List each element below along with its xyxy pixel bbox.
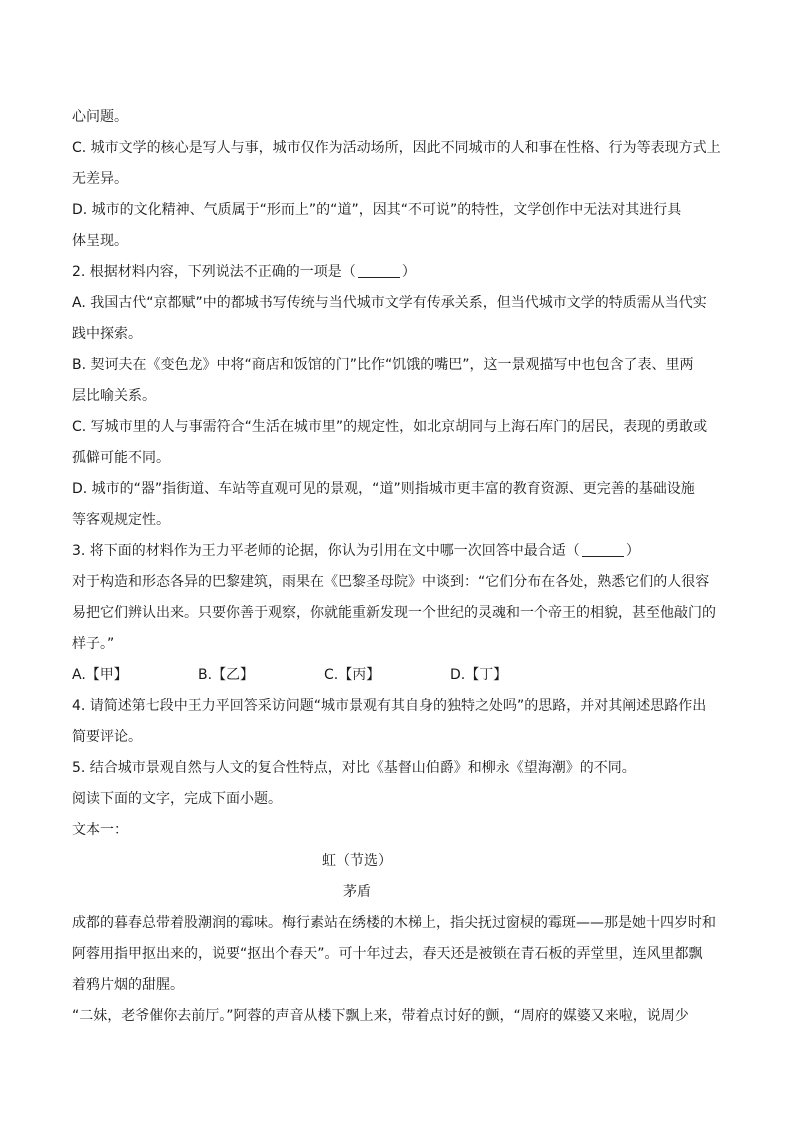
text-line: C. 城市文学的核心是写人与事，城市仅作为活动场所，因此不同城市的人和事在性格、行为等表现方式上 bbox=[72, 140, 721, 156]
text-line: 成都的暮春总带着股潮润的霉味。梅行素站在绣楼的木梯上，指尖抚过窗棂的霉斑——那是她十四岁时和 bbox=[72, 915, 716, 931]
text-line: “二妹，老爷催你去前厅。”阿蓉的声音从楼下飘上来，带着点讨好的颤，“周府的媒婆又来啦，说周少 bbox=[72, 1008, 689, 1024]
text-line: D. 城市的“器”指街道、车站等直观可见的景观，“道”则指城市更丰富的教育资源、更完善的基础设施 bbox=[72, 481, 695, 497]
passage-title: 虹（节选） bbox=[322, 853, 392, 869]
passage-author: 茅盾 bbox=[343, 884, 371, 900]
text-line: 心问题。 bbox=[72, 109, 128, 125]
text-line: B. 契诃夫在《变色龙》中将“商店和饭馆的门”比作“饥饿的嘴巴”，这一景观描写中也包含了表、里两 bbox=[72, 357, 694, 373]
question-3-text: 3. 将下面的材料作为王力平老师的论据，你认为引用在文中哪一次回答中最合适（ bbox=[72, 543, 580, 559]
option-c: C.【丙】 bbox=[324, 667, 381, 683]
text-line: 5. 结合城市景观自然与人文的复合性特点，对比《基督山伯爵》和柳永《望海潮》的不同。 bbox=[72, 760, 636, 776]
document-page bbox=[72, 102, 724, 1032]
text-line: 4. 请简述第七段中王力平回答采访问题“城市景观有其自身的独特之处吗”的思路，并对其阐述思路作出 bbox=[72, 698, 707, 714]
answer-blank bbox=[358, 263, 400, 278]
option-a: A.【甲】 bbox=[72, 667, 128, 683]
question-3-stem bbox=[72, 536, 724, 567]
question-3-close: ） bbox=[625, 543, 640, 559]
text-line: 易把它们辨认出来。只要你善于观察，你就能重新发现一个世纪的灵魂和一个帝王的相貌，甚至他敲门的 bbox=[72, 605, 716, 621]
text-line: 文本一： bbox=[72, 822, 128, 838]
text-line: D. 城市的文化精神、气质属于“形而上”的“道”，因其“不可说”的特性，文学创作中无法对其进行具 bbox=[72, 202, 682, 218]
text-line: 样子。” bbox=[72, 636, 115, 652]
question-2-text: 2. 根据材料内容，下列说法不正确的一项是（ bbox=[72, 264, 356, 280]
answer-blank bbox=[582, 542, 624, 557]
text-line: 践中探索。 bbox=[72, 326, 142, 342]
option-d: D.【丁】 bbox=[450, 667, 508, 683]
text-line: 孤僻可能不同。 bbox=[72, 450, 170, 466]
text-line: 体呈现。 bbox=[72, 233, 128, 249]
text-line: C. 写城市里的人与事需符合“生活在城市里”的规定性，如北京胡同与上海石库门的居民，表现的勇敢或 bbox=[72, 419, 708, 435]
text-line: 层比喻关系。 bbox=[72, 388, 156, 404]
question-3-options bbox=[72, 660, 724, 691]
text-line: 等客观规定性。 bbox=[72, 512, 170, 528]
text-line: 对于构造和形态各异的巴黎建筑，雨果在《巴黎圣母院》中谈到：“它们分布在各处，熟悉它们的人很容 bbox=[72, 574, 710, 590]
question-2-close: ） bbox=[401, 264, 416, 280]
text-line: 无差异。 bbox=[72, 171, 128, 187]
text-line: 阿蓉用指甲抠出来的，说要“抠出个春天”。可十年过去，春天还是被锁在青石板的弄堂里，连风里都飘 bbox=[72, 946, 703, 962]
text-line: 着鸦片烟的甜腥。 bbox=[72, 977, 184, 993]
option-b: B.【乙】 bbox=[198, 667, 255, 683]
text-line: A. 我国古代“京都赋”中的都城书写传统与当代城市文学有传承关系，但当代城市文学的特质需从当代实 bbox=[72, 295, 707, 311]
question-2-stem bbox=[72, 257, 724, 288]
text-line: 阅读下面的文字，完成下面小题。 bbox=[72, 791, 282, 807]
text-line: 简要评论。 bbox=[72, 729, 142, 745]
